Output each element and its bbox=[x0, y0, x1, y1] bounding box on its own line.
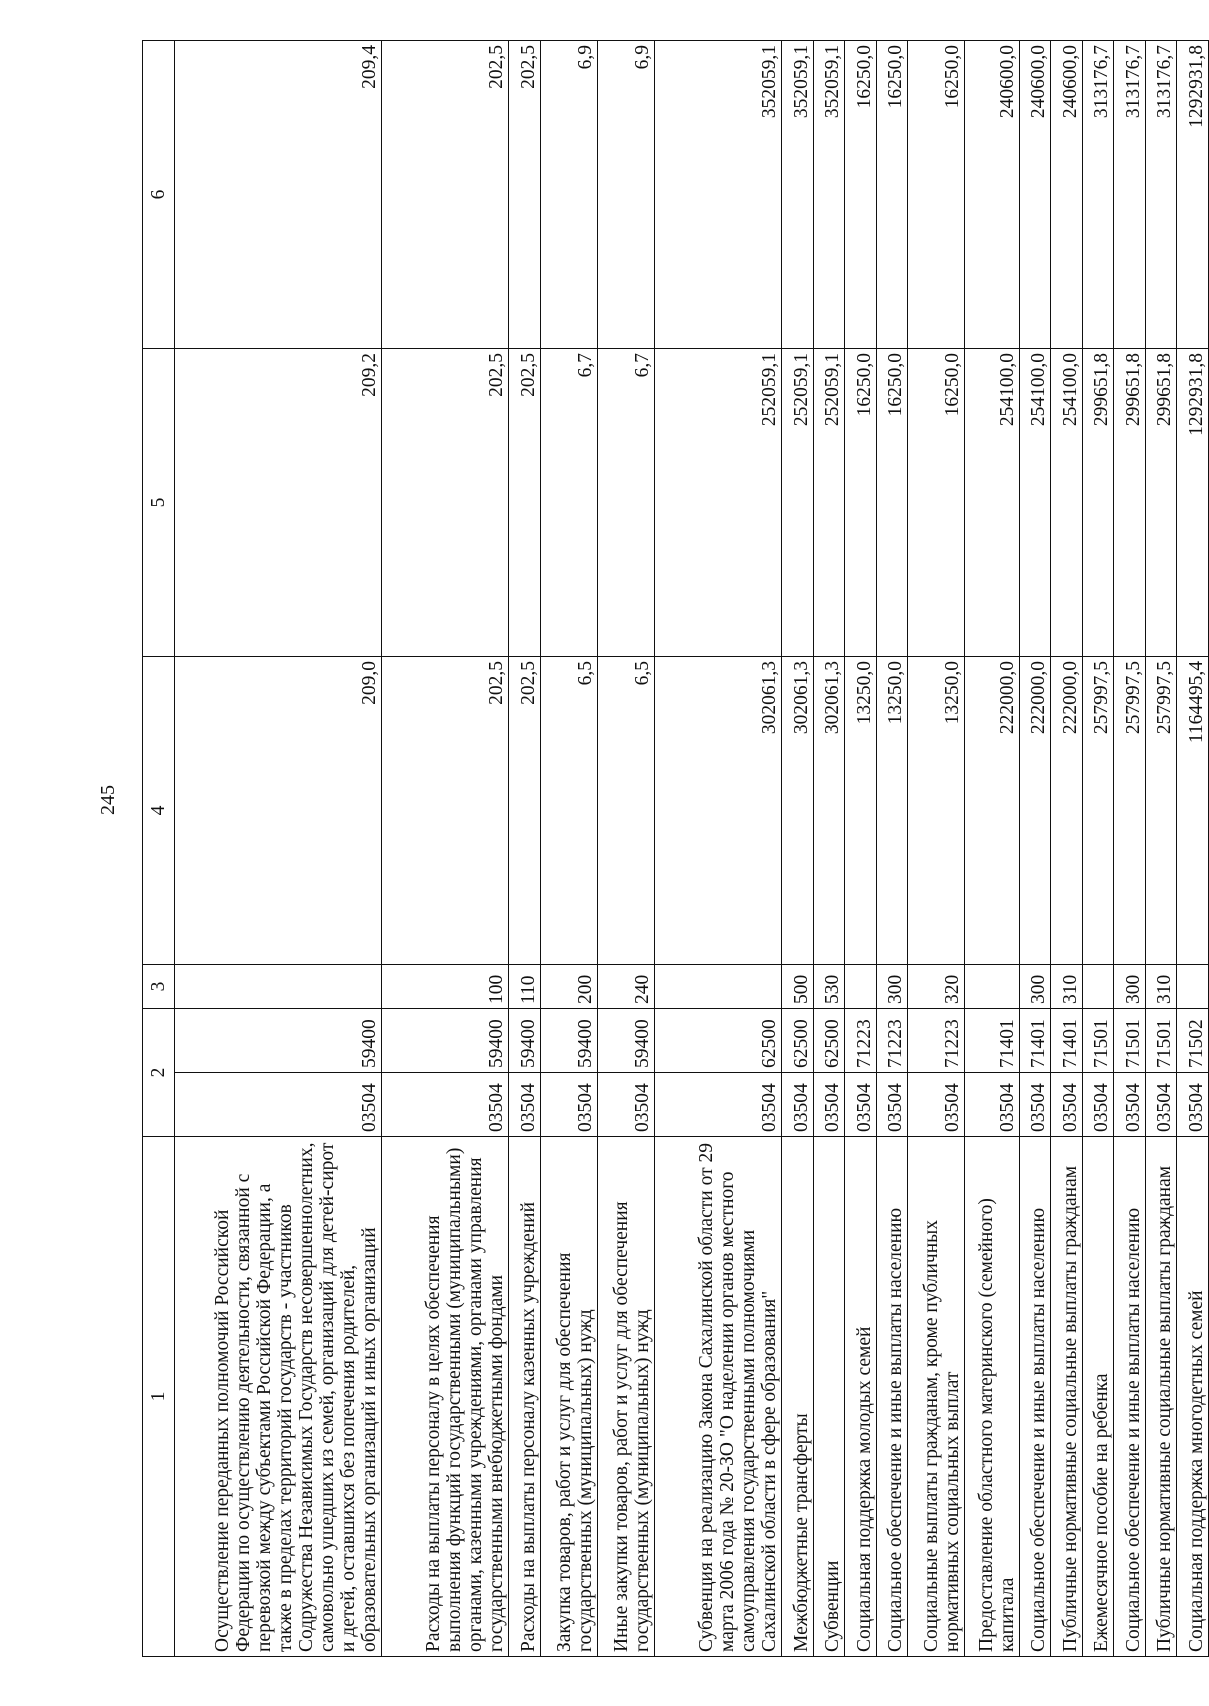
row-value-col4: 257997,5 bbox=[1082, 657, 1114, 965]
row-subcode: 59400 bbox=[509, 1009, 541, 1073]
table-row bbox=[876, 41, 908, 1657]
row-subcode: 71401 bbox=[1051, 1009, 1083, 1073]
table-row bbox=[597, 41, 654, 1657]
table-row bbox=[1177, 41, 1209, 1657]
row-value-col4: 302061,3 bbox=[654, 657, 781, 965]
row-expense-type bbox=[965, 965, 1020, 1009]
row-value-col6: 352059,1 bbox=[813, 41, 845, 349]
row-subcode: 71223 bbox=[845, 1009, 877, 1073]
row-expense-type bbox=[174, 965, 381, 1009]
row-value-col5: 299651,8 bbox=[1082, 349, 1114, 657]
row-name: Иные закупки товаров, работ и услуг для обеспечения государственных (муниципальных) нужд bbox=[597, 1137, 654, 1657]
row-code: 03504 bbox=[1019, 1073, 1051, 1137]
row-value-col4: 13250,0 bbox=[845, 657, 877, 965]
row-expense-type: 100 bbox=[381, 965, 508, 1009]
row-name: Социальные выплаты гражданам, кроме публичных нормативных социальных выплат bbox=[908, 1137, 965, 1657]
row-subcode: 71501 bbox=[1145, 1009, 1177, 1073]
table-body bbox=[143, 41, 1209, 1657]
table-row bbox=[654, 41, 781, 1657]
row-value-col6: 202,5 bbox=[509, 41, 541, 349]
row-value-col6: 240600,0 bbox=[1019, 41, 1051, 349]
row-expense-type: 240 bbox=[597, 965, 654, 1009]
row-value-col6: 352059,1 bbox=[782, 41, 814, 349]
row-code: 03504 bbox=[509, 1073, 541, 1137]
row-value-col5: 16250,0 bbox=[845, 349, 877, 657]
row-expense-type: 300 bbox=[876, 965, 908, 1009]
row-value-col5: 254100,0 bbox=[1019, 349, 1051, 657]
header-cell-5: 5 bbox=[143, 349, 175, 657]
row-code: 03504 bbox=[1082, 1073, 1114, 1137]
row-expense-type: 310 bbox=[1145, 965, 1177, 1009]
row-value-col5: 202,5 bbox=[381, 349, 508, 657]
row-value-col5: 202,5 bbox=[509, 349, 541, 657]
row-value-col6: 16250,0 bbox=[908, 41, 965, 349]
row-value-col4: 202,5 bbox=[509, 657, 541, 965]
row-subcode: 71401 bbox=[1019, 1009, 1051, 1073]
header-row bbox=[143, 41, 175, 1657]
row-expense-type bbox=[1177, 965, 1209, 1009]
row-value-col6: 16250,0 bbox=[845, 41, 877, 349]
row-value-col5: 254100,0 bbox=[1051, 349, 1083, 657]
row-name: Публичные нормативные социальные выплаты гражданам bbox=[1051, 1137, 1083, 1657]
row-code: 03504 bbox=[540, 1073, 597, 1137]
row-name: Расходы на выплаты персоналу в целях обеспечения выполнения функций государственными (муниципальными) органами, казенными учреждениями, органами управления государственными внебюджетными фондами bbox=[381, 1137, 508, 1657]
header-cell-3: 3 bbox=[143, 965, 175, 1009]
row-expense-type: 110 bbox=[509, 965, 541, 1009]
row-expense-type: 310 bbox=[1051, 965, 1083, 1009]
row-value-col5: 16250,0 bbox=[908, 349, 965, 657]
table-row bbox=[174, 41, 381, 1657]
row-code: 03504 bbox=[174, 1073, 381, 1137]
row-value-col6: 6,9 bbox=[597, 41, 654, 349]
row-name: Публичные нормативные социальные выплаты гражданам bbox=[1145, 1137, 1177, 1657]
row-value-col5: 6,7 bbox=[540, 349, 597, 657]
row-value-col4: 202,5 bbox=[381, 657, 508, 965]
row-name: Субвенция на реализацию Закона Сахалинской области от 29 марта 2006 года № 20-ЗО "О наделении органов местного самоуправления государственными полномочиями Сахалинской области в сфере образования" bbox=[654, 1137, 781, 1657]
row-value-col6: 313176,7 bbox=[1114, 41, 1146, 349]
row-value-col5: 209,2 bbox=[174, 349, 381, 657]
row-expense-type: 300 bbox=[1019, 965, 1051, 1009]
row-value-col6: 352059,1 bbox=[654, 41, 781, 349]
row-expense-type: 200 bbox=[540, 965, 597, 1009]
row-subcode: 71501 bbox=[1114, 1009, 1146, 1073]
row-code: 03504 bbox=[1114, 1073, 1146, 1137]
row-name: Субвенции bbox=[813, 1137, 845, 1657]
row-code: 03504 bbox=[908, 1073, 965, 1137]
row-subcode: 62500 bbox=[813, 1009, 845, 1073]
row-value-col4: 222000,0 bbox=[1051, 657, 1083, 965]
row-subcode: 71223 bbox=[876, 1009, 908, 1073]
row-expense-type: 530 bbox=[813, 965, 845, 1009]
row-code: 03504 bbox=[876, 1073, 908, 1137]
row-value-col5: 299651,8 bbox=[1145, 349, 1177, 657]
header-cell-4: 4 bbox=[143, 657, 175, 965]
table-row bbox=[845, 41, 877, 1657]
row-value-col5: 1292931,8 bbox=[1177, 349, 1209, 657]
row-subcode: 71502 bbox=[1177, 1009, 1209, 1073]
row-expense-type: 320 bbox=[908, 965, 965, 1009]
row-subcode: 59400 bbox=[540, 1009, 597, 1073]
row-value-col4: 257997,5 bbox=[1114, 657, 1146, 965]
row-expense-type: 500 bbox=[782, 965, 814, 1009]
row-value-col5: 252059,1 bbox=[782, 349, 814, 657]
row-expense-type bbox=[845, 965, 877, 1009]
row-value-col4: 6,5 bbox=[540, 657, 597, 965]
row-code: 03504 bbox=[654, 1073, 781, 1137]
row-value-col4: 222000,0 bbox=[965, 657, 1020, 965]
row-subcode: 62500 bbox=[654, 1009, 781, 1073]
row-name: Социальное обеспечение и иные выплаты населению bbox=[876, 1137, 908, 1657]
row-subcode: 59400 bbox=[381, 1009, 508, 1073]
table-row bbox=[509, 41, 541, 1657]
table-row bbox=[1114, 41, 1146, 1657]
row-code: 03504 bbox=[782, 1073, 814, 1137]
row-subcode: 59400 bbox=[597, 1009, 654, 1073]
row-code: 03504 bbox=[1145, 1073, 1177, 1137]
table-row bbox=[813, 41, 845, 1657]
row-code: 03504 bbox=[1177, 1073, 1209, 1137]
row-subcode: 71501 bbox=[1082, 1009, 1114, 1073]
row-value-col6: 16250,0 bbox=[876, 41, 908, 349]
row-subcode: 71401 bbox=[965, 1009, 1020, 1073]
row-name: Социальная поддержка многодетных семей bbox=[1177, 1137, 1209, 1657]
row-value-col5: 299651,8 bbox=[1114, 349, 1146, 657]
row-value-col4: 1164495,4 bbox=[1177, 657, 1209, 965]
table-row bbox=[381, 41, 508, 1657]
table-row bbox=[965, 41, 1020, 1657]
table-row bbox=[908, 41, 965, 1657]
row-code: 03504 bbox=[381, 1073, 508, 1137]
row-value-col5: 6,7 bbox=[597, 349, 654, 657]
row-name: Расходы на выплаты персоналу казенных учреждений bbox=[509, 1137, 541, 1657]
row-value-col5: 16250,0 bbox=[876, 349, 908, 657]
row-name: Социальное обеспечение и иные выплаты населению bbox=[1114, 1137, 1146, 1657]
row-name: Социальная поддержка молодых семей bbox=[845, 1137, 877, 1657]
row-name: Социальное обеспечение и иные выплаты населению bbox=[1019, 1137, 1051, 1657]
row-name: Осуществление переданных полномочий Российской Федерации по осуществлению деятельности, связанной с перевозкой между субъектами Российской Федерации, а также в пределах территорий государств - участников Содружества Независимых Государств несовершеннолетних, самовольно ушедших из семей, организаций для детей-сирот и детей, оставшихся без попечения родителей, образовательных организаций и иных организаций bbox=[174, 1137, 381, 1657]
row-name: Межбюджетные трансферты bbox=[782, 1137, 814, 1657]
row-name: Закупка товаров, работ и услуг для обеспечения государственных (муниципальных) нужд bbox=[540, 1137, 597, 1657]
table-row bbox=[782, 41, 814, 1657]
budget-table bbox=[142, 40, 1209, 1657]
row-value-col4: 302061,3 bbox=[813, 657, 845, 965]
row-expense-type bbox=[654, 965, 781, 1009]
row-value-col6: 313176,7 bbox=[1082, 41, 1114, 349]
row-subcode: 71223 bbox=[908, 1009, 965, 1073]
row-subcode: 59400 bbox=[174, 1009, 381, 1073]
header-cell-2: 2 bbox=[143, 1009, 175, 1137]
row-value-col5: 252059,1 bbox=[654, 349, 781, 657]
row-name: Предоставление областного материнского (семейного) капитала bbox=[965, 1137, 1020, 1657]
row-code: 03504 bbox=[1051, 1073, 1083, 1137]
row-value-col6: 209,4 bbox=[174, 41, 381, 349]
table-row bbox=[1051, 41, 1083, 1657]
row-value-col5: 252059,1 bbox=[813, 349, 845, 657]
row-name: Ежемесячное пособие на ребенка bbox=[1082, 1137, 1114, 1657]
row-value-col4: 257997,5 bbox=[1145, 657, 1177, 965]
table-row bbox=[1082, 41, 1114, 1657]
row-value-col6: 1292931,8 bbox=[1177, 41, 1209, 349]
rotated-table-scan bbox=[142, 41, 1209, 1657]
row-value-col4: 209,0 bbox=[174, 657, 381, 965]
page-number: 245 bbox=[96, 785, 119, 815]
row-code: 03504 bbox=[597, 1073, 654, 1137]
row-value-col4: 222000,0 bbox=[1019, 657, 1051, 965]
table-row bbox=[540, 41, 597, 1657]
row-value-col6: 6,9 bbox=[540, 41, 597, 349]
row-value-col6: 240600,0 bbox=[965, 41, 1020, 349]
row-expense-type bbox=[1082, 965, 1114, 1009]
row-expense-type: 300 bbox=[1114, 965, 1146, 1009]
row-value-col5: 254100,0 bbox=[965, 349, 1020, 657]
row-value-col4: 13250,0 bbox=[876, 657, 908, 965]
row-value-col6: 313176,7 bbox=[1145, 41, 1177, 349]
header-cell-1: 1 bbox=[143, 1137, 175, 1657]
row-code: 03504 bbox=[845, 1073, 877, 1137]
row-value-col4: 302061,3 bbox=[782, 657, 814, 965]
row-value-col6: 240600,0 bbox=[1051, 41, 1083, 349]
row-code: 03504 bbox=[813, 1073, 845, 1137]
row-value-col4: 13250,0 bbox=[908, 657, 965, 965]
header-cell-6: 6 bbox=[143, 41, 175, 349]
row-value-col4: 6,5 bbox=[597, 657, 654, 965]
row-subcode: 62500 bbox=[782, 1009, 814, 1073]
row-value-col6: 202,5 bbox=[381, 41, 508, 349]
table-row bbox=[1145, 41, 1177, 1657]
table-row bbox=[1019, 41, 1051, 1657]
row-code: 03504 bbox=[965, 1073, 1020, 1137]
